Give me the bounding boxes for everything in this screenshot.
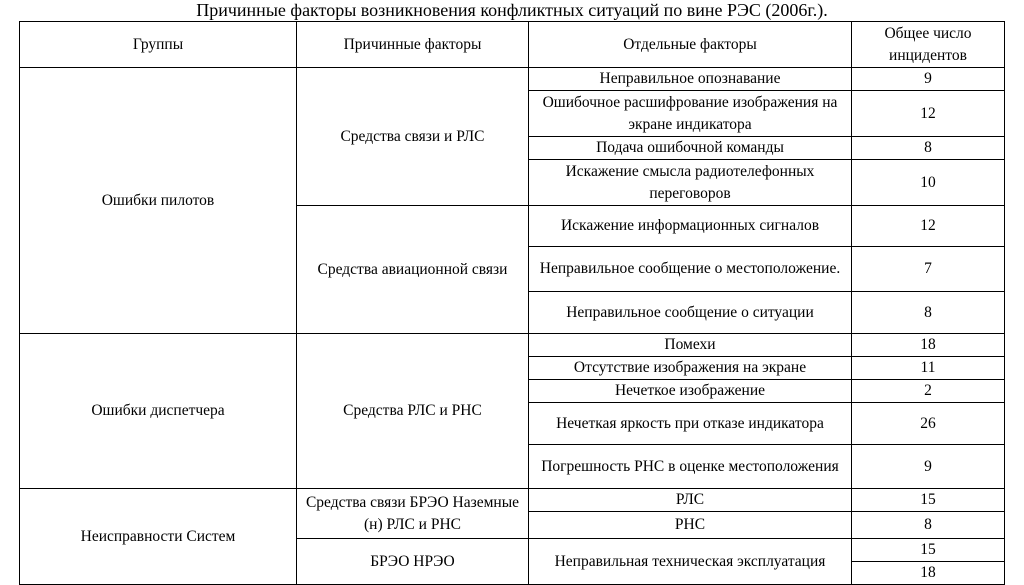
count-cell: 12 [852, 206, 1005, 247]
count-cell: 10 [852, 160, 1005, 206]
count-cell: 12 [852, 91, 1005, 137]
cause-cell: Средства связи БРЭО Наземные (н) РЛС и РНС [297, 489, 529, 539]
cause-cell: Средства авиационной связи [297, 206, 529, 334]
factor-cell: Искажение смысла радиотелефонных переговоров [529, 160, 852, 206]
factor-cell: Ошибочное расшифрование изображения на экране индикатора [529, 91, 852, 137]
group-cell: Неисправности Систем [20, 489, 297, 585]
factor-cell: Помехи [529, 334, 852, 357]
table-row [20, 334, 1005, 357]
count-cell: 18 [852, 562, 1005, 585]
factor-cell: Подача ошибочной команды [529, 137, 852, 160]
cause-cell: Средства связи и РЛС [297, 68, 529, 206]
factor-cell: Искажение информационных сигналов [529, 206, 852, 247]
count-cell: 2 [852, 380, 1005, 403]
count-cell: 8 [852, 137, 1005, 160]
factor-cell: Неправильное сообщение о ситуации [529, 292, 852, 334]
factor-cell: Нечеткое изображение [529, 380, 852, 403]
count-cell: 15 [852, 539, 1005, 562]
header-causes: Причинные факторы [297, 22, 529, 68]
factor-cell: Нечеткая яркость при отказе индикатора [529, 403, 852, 445]
count-cell: 18 [852, 334, 1005, 357]
factor-cell: Погрешность РНС в оценке местоположения [529, 445, 852, 489]
table-title: Причинные факторы возникновения конфликтных ситуаций по вине РЭС (2006г.). [196, 0, 828, 20]
count-cell: 26 [852, 403, 1005, 445]
factor-cell: Неправильное сообщение о местоположение. [529, 247, 852, 292]
header-count: Общее число инцидентов [852, 22, 1005, 68]
count-cell: 8 [852, 512, 1005, 539]
count-cell: 7 [852, 247, 1005, 292]
factor-cell: Неправильное опознавание [529, 68, 852, 91]
header-row [20, 22, 1005, 68]
count-cell: 8 [852, 292, 1005, 334]
count-cell: 9 [852, 68, 1005, 91]
group-cell: Ошибки пилотов [20, 68, 297, 334]
table-row [20, 489, 1005, 512]
factor-cell: РЛС [529, 489, 852, 512]
header-factors: Отдельные факторы [529, 22, 852, 68]
cause-cell: БРЭО НРЭО [297, 539, 529, 585]
incident-factors-table [19, 21, 1005, 585]
table-row [20, 68, 1005, 91]
count-cell: 9 [852, 445, 1005, 489]
factor-cell: Неправильная техническая эксплуатация [529, 539, 852, 585]
count-cell: 15 [852, 489, 1005, 512]
group-cell: Ошибки диспетчера [20, 334, 297, 489]
header-groups: Группы [20, 22, 297, 68]
factor-cell: РНС [529, 512, 852, 539]
factor-cell: Отсутствие изображения на экране [529, 357, 852, 380]
count-cell: 11 [852, 357, 1005, 380]
cause-cell: Средства РЛС и РНС [297, 334, 529, 489]
